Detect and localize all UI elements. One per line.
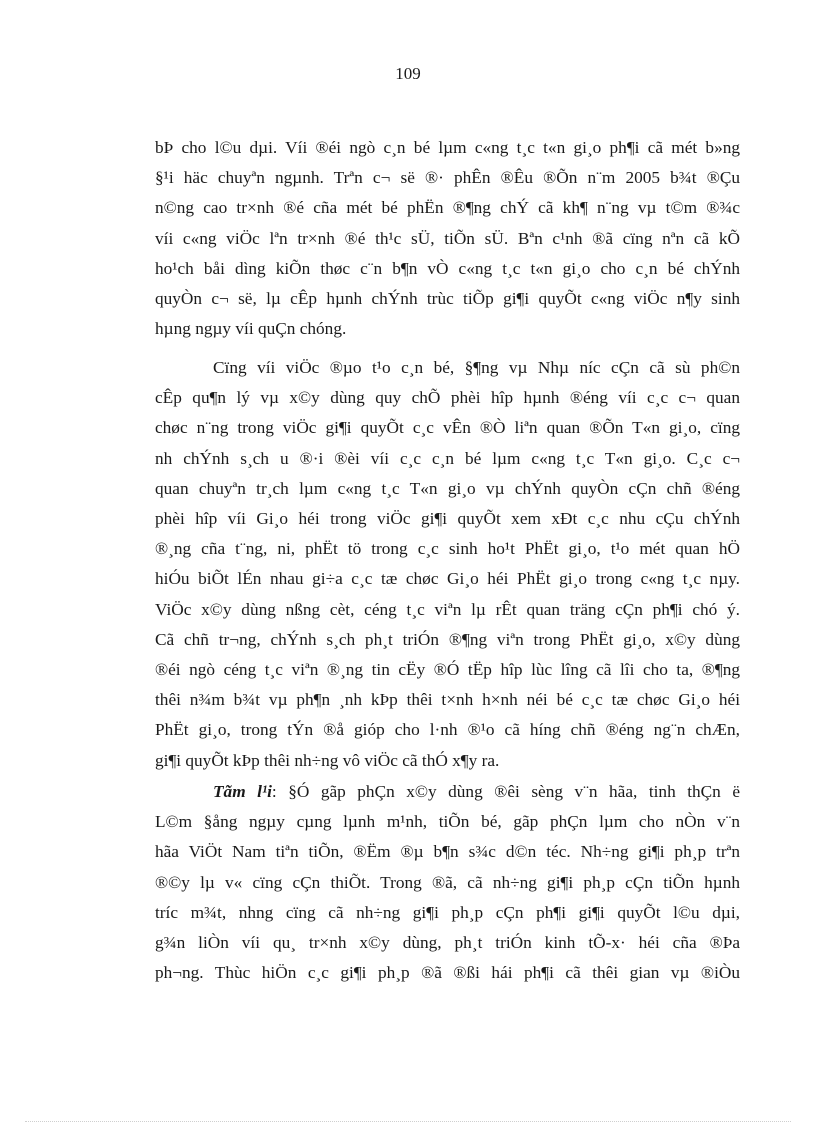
paragraph-1: [155, 133, 740, 344]
text-line: n©ng cao tr×nh ®é cña mét bé phËn ®¶ng chÝ cã kh¶ n¨ng vµ t©m ®¾c: [155, 198, 740, 218]
text-line: Cïng víi viÖc ®µo t¹o c¸n bé, §¶ng vµ Nhµ níc cÇn cã sù ph©n: [213, 358, 740, 377]
page-edge-divider: [25, 1121, 791, 1122]
text-line: g¾n liÒn víi qu¸ tr×nh x©y dùng, ph¸t triÓn kinh tÕ-x· héi cña ®Þa: [155, 933, 740, 953]
text-line: nh chÝnh s¸ch u ®·i ®èi víi c¸c c¸n bé lµm c«ng t¸c T«n gi¸o. C¸c c¬: [155, 448, 740, 468]
text-line: ViÖc x©y dùng nßng cèt, céng t¸c viªn lµ rÊt quan träng cÇn ph¶i chó ý.: [155, 599, 740, 619]
text-line: hãa ViÖt Nam tiªn tiÕn, ®Ëm ®µ b¶n s¾c d©n téc. Nh÷ng gi¶i ph¸p trªn: [155, 842, 740, 862]
text-line: ®©y lµ v« cïng cÇn thiÕt. Trong ®ã, cã nh÷ng gi¶i ph¸p cÇn tiÕn hµnh: [155, 872, 740, 892]
text-line: hµng ngµy víi quÇn chóng.: [155, 319, 347, 339]
text-line: quan chuyªn tr¸ch lµm c«ng t¸c T«n gi¸o vµ chÝnh quyÒn cÇn chñ ®éng: [155, 478, 740, 498]
text-line: ph¬ng. Thùc hiÖn c¸c gi¶i ph¸p ®ã ®ßi hái ph¶i cã thêi gian vµ ®iÒu: [155, 963, 740, 983]
text-line: thêi n¾m b¾t vµ ph¶n ¸nh kÞp thêi t×nh h×nh néi bé c¸c tæ chøc Gi¸o héi: [155, 690, 740, 710]
summary-lead: Tãm l¹i: [213, 782, 272, 801]
text-line: hiÓu biÕt lÉn nhau gi÷a c¸c tæ chøc Gi¸o héi PhËt gi¸o trong c«ng t¸c nµy.: [155, 569, 740, 589]
page-number: 109: [395, 64, 421, 83]
text-line: gi¶i quyÕt kÞp thêi nh÷ng vô viÖc cã thÓ x¶y ra.: [155, 750, 500, 770]
text-line: chøc n¨ng trong viÖc gi¶i quyÕt c¸c vÊn ®Ò liªn quan ®Õn T«n gi¸o, cïng: [155, 418, 740, 438]
text-line: ®éi ngò céng t¸c viªn ®¸ng tin cËy ®Ó tËp hîp lùc lîng cã lîi cho ta, ®¶ng: [155, 660, 740, 680]
paragraph-3: [155, 777, 740, 988]
text-line: Cã chñ tr¬ng, chÝnh s¸ch ph¸t triÓn ®¶ng viªn trong PhËt gi¸o, x©y dùng: [155, 629, 740, 649]
text-line: cÊp qu¶n lý vµ x©y dùng quy chÕ phèi hîp hµnh ®éng víi c¸c c¬ quan: [155, 388, 740, 408]
text-line: quyÒn c¬ së, lµ cÊp hµnh chÝnh trùc tiÕp gi¶i quyÕt c«ng viÖc n¶y sinh: [155, 289, 740, 309]
text-line: tríc m¾t, nhng cïng cã nh÷ng gi¶i ph¸p cÇn ph¶i gi¶i quyÕt l©u dµi,: [155, 902, 740, 922]
text-line: bÞ cho l©u dµi. Víi ®éi ngò c¸n bé lµm c«ng t¸c t«n gi¸o ph¶i cã mét b»ng: [155, 138, 740, 157]
text-segment: : §Ó gãp phÇn x©y dùng ®êi sèng v¨n hãa, tinh thÇn ë: [271, 782, 740, 801]
text-line: PhËt gi¸o, trong tÝn ®å gióp cho l·nh ®¹o cã híng chñ ®éng ng¨n chÆn,: [155, 720, 740, 740]
text-line: [155, 777, 740, 807]
paragraph-2: [155, 353, 740, 776]
text-line: phèi hîp víi Gi¸o héi trong viÖc gi¶i quyÕt xem xÐt c¸c nhu cÇu chÝnh: [155, 509, 740, 529]
text-line: L©m §ång ngµy cµng lµnh m¹nh, tiÕn bé, gãp phÇn lµm cho nÒn v¨n: [155, 812, 740, 832]
text-line: §¹i häc chuyªn ngµnh. Trªn c¬ së ®· phÊn ®Êu ®Õn n¨m 2005 b¾t ®Çu: [155, 168, 740, 188]
text-line: ho¹ch båi dìng kiÕn thøc c¨n b¶n vÒ c«ng t¸c t«n gi¸o cho c¸n bé chÝnh: [155, 258, 740, 278]
text-line: víi c«ng viÖc lªn tr×nh ®é th¹c sÜ, tiÕn sÜ. Bªn c¹nh ®ã cïng nªn cã kÕ: [155, 228, 740, 248]
text-line: ®¸ng cña t¨ng, ni, phËt tö trong c¸c sinh ho¹t PhËt gi¸o, t¹o mét quan hÖ: [155, 539, 740, 559]
